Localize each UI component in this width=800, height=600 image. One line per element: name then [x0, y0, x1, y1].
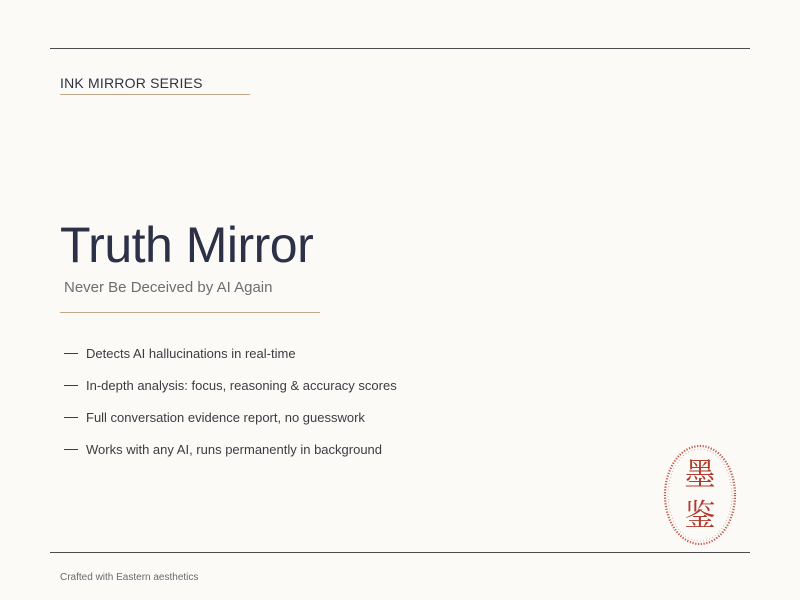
seal-char-bottom: 鉴	[684, 498, 716, 534]
feature-text: Full conversation evidence report, no guesswork	[86, 409, 365, 425]
dash-icon	[64, 417, 78, 418]
feature-item	[64, 441, 397, 457]
page-title: Truth Mirror	[60, 217, 314, 273]
page-subtitle: Never Be Deceived by AI Again	[64, 279, 273, 296]
feature-text: Works with any AI, runs permanently in background	[86, 441, 383, 457]
footer-tagline: Crafted with Eastern aesthetics	[60, 572, 199, 583]
dash-icon	[64, 385, 78, 386]
seal-char-top: 墨	[684, 457, 716, 493]
feature-item	[64, 345, 397, 361]
top-divider	[50, 48, 750, 49]
series-label: INK MIRROR SERIES	[60, 75, 203, 91]
dash-icon	[64, 353, 78, 354]
seal-stamp-icon	[662, 443, 738, 547]
dash-icon	[64, 449, 78, 450]
feature-list	[64, 345, 397, 473]
series-underline	[60, 94, 250, 95]
bottom-divider	[50, 552, 750, 553]
feature-item	[64, 409, 397, 425]
feature-item	[64, 377, 397, 393]
feature-text: In-depth analysis: focus, reasoning & accuracy scores	[86, 377, 397, 393]
title-underline	[60, 312, 320, 313]
feature-text: Detects AI hallucinations in real-time	[86, 345, 296, 361]
